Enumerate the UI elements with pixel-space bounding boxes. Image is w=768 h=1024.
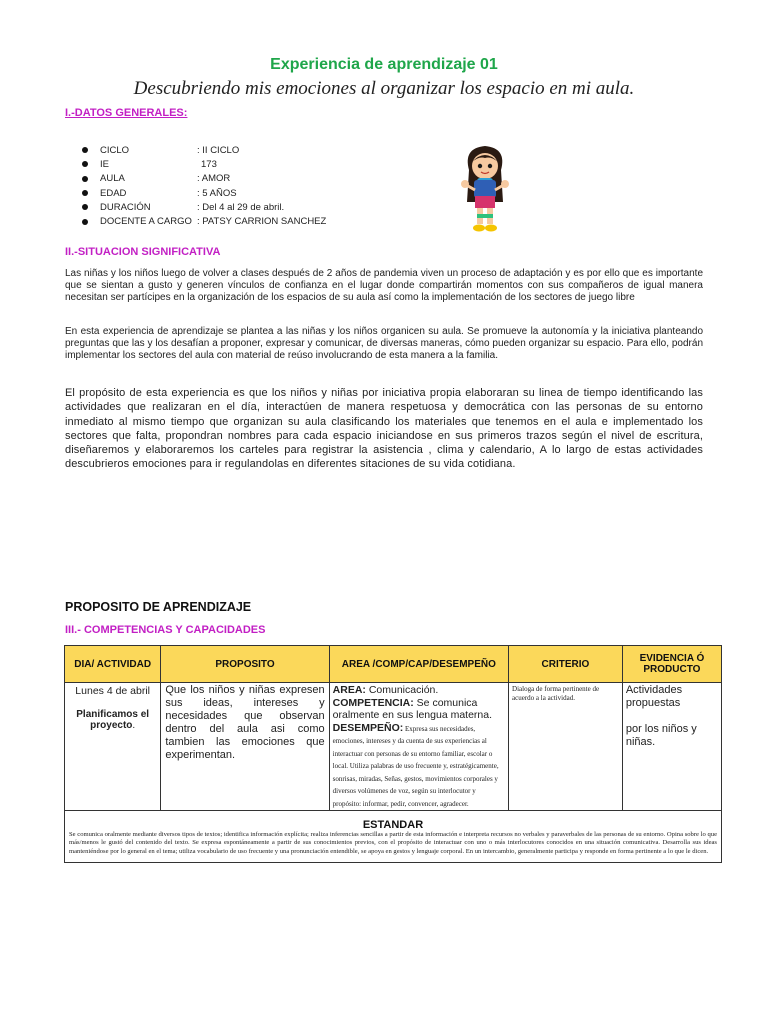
cell-dia xyxy=(65,683,161,811)
desempeno-label: DESEMPEÑO: xyxy=(332,721,404,734)
datos-value: : 5 AÑOS xyxy=(197,187,237,199)
paragraph-situacion-2: En esta experiencia de aprendizaje se plantea a las niñas y los niños organicen su aula. Se promueve la autonomía y la iniciativa planteando preguntas que las y los desafían a proponer, expresar y comunicar, de diversas maneras, cómo pueden organizar su espacio. Para ello, podrán implementar los sectores del aula con material de reúso involucrando de esta manera a la familia. xyxy=(65,326,703,362)
desempeno-value: Expresa sus necesidades, emociones, intereses y da cuenta de sus experiencias al interactuar con personas de su entorno familiar, escolar o local. Utiliza palabras de uso frecuente y, estratégicamente, sonrisas, miradas, Señas, gestos, movimientos corporales y diversos volúmenes de voz, según su interlocutor y propósito: informar, pedir, convencer, agradecer. xyxy=(332,724,499,808)
list-item xyxy=(82,200,326,214)
list-item xyxy=(82,186,326,200)
area-value: Comunicación. xyxy=(365,684,439,696)
dia-actividad: Planificamos el proyecto. xyxy=(76,709,150,731)
cell-criterio: Dialoga de forma pertinente de acuerdo a la actividad. xyxy=(509,683,623,811)
datos-label: DURACIÓN xyxy=(100,201,151,213)
paragraph-situacion-1: Las niñas y los niños luego de volver a clases después de 2 años de pandemia viven un proceso de adaptación y es por ello que es importante que se sientan a gusto y generen vínculos de confianza en el lugar donde compartirán momentos con sus compañeros de igual manera necesitan ser partícipes en la organización de los espacios de su aula así como la implementación de los sectores de juego libre xyxy=(65,268,703,304)
area-label: AREA: xyxy=(332,684,366,696)
list-item xyxy=(82,157,326,171)
document-subtitle: Descubriendo mis emociones al organizar los espacio en mi aula. xyxy=(133,78,635,99)
header-proposito: PROPOSITO xyxy=(161,646,329,683)
table-header-row xyxy=(65,646,722,683)
header-evidencia: EVIDENCIA Ó PRODUCTO xyxy=(622,646,721,683)
header-dia: DIA/ ACTIVIDAD xyxy=(65,646,161,683)
bullet-icon xyxy=(82,147,88,153)
cell-area xyxy=(329,683,508,811)
document-title: Experiencia de aprendizaje 01 xyxy=(270,56,498,73)
competencias-table xyxy=(64,645,722,863)
datos-label: IE xyxy=(100,158,109,170)
evidencia-line-2: por los niños y niñas. xyxy=(625,723,697,748)
cell-evidencia xyxy=(622,683,721,811)
datos-label: EDAD xyxy=(100,187,127,199)
section-heading-competencias: III.- COMPETENCIAS Y CAPACIDADES xyxy=(65,624,266,636)
estandar-row xyxy=(65,811,722,863)
table-row xyxy=(65,683,722,811)
datos-value: : AMOR xyxy=(197,173,231,185)
list-item xyxy=(82,143,326,157)
cell-proposito: Que los niños y niñas expresen sus ideas, intereses y necesidades que observan dentro del aula asi como tambien las emociones que experimentan. xyxy=(161,683,329,811)
header-area: AREA /COMP/CAP/DESEMPEÑO xyxy=(329,646,508,683)
datos-value: : PATSY CARRION SANCHEZ xyxy=(197,216,327,228)
bullet-icon xyxy=(82,190,88,196)
section-heading-datos: I.-DATOS GENERALES: xyxy=(65,107,188,119)
bullet-icon xyxy=(82,161,88,167)
datos-value: : Del 4 al 29 de abril. xyxy=(197,201,285,213)
competencia-label: COMPETENCIA: xyxy=(332,696,414,709)
datos-value: 173 xyxy=(201,158,217,170)
datos-list xyxy=(82,143,326,229)
dia-date: Lunes 4 de abril xyxy=(75,685,151,697)
datos-value: : II CICLO xyxy=(197,144,240,156)
bullet-icon xyxy=(82,204,88,210)
girl-illustration-icon xyxy=(455,140,515,236)
datos-label: DOCENTE A CARGO xyxy=(100,216,192,228)
competencia-value: Se comunica oralmente en sus lengua materna. xyxy=(332,696,493,721)
proposito-heading: PROPOSITO DE APRENDIZAJE xyxy=(65,600,252,614)
datos-label: CICLO xyxy=(100,144,130,156)
list-item xyxy=(82,214,326,228)
datos-label: AULA xyxy=(100,173,125,185)
estandar-text: Se comunica oralmente mediante diversos tipos de textos; identifica información explícita; realiza inferencias sencillas a partir de esta información e interpreta recursos no verbales y paraverbales de las personas de su entorno. Opina sobre lo que más/menos le gustó del contenido del texto. Se expresa espontáneamente a partir de sus conocimientos previos, con el propósito de interactuar con uno o más interlocutores conocidos en una situación comunicativa. Desarrolla sus ideas manteniéndose por lo general en el tema; utiliza vocabulario de uso frecuente y una pronunciación entendible, se apoya en gestos y lenguaje corporal. En un intercambio, generalmente participa y responde en forma pertinente a lo que le dicen. xyxy=(69,831,717,855)
header-criterio: CRITERIO xyxy=(509,646,623,683)
bullet-icon xyxy=(82,176,88,182)
evidencia-line-1: Actividades propuestas xyxy=(625,684,683,709)
estandar-title: ESTANDAR xyxy=(362,819,424,831)
section-heading-situacion: II.-SITUACION SIGNIFICATIVA xyxy=(65,246,221,258)
bullet-icon xyxy=(82,219,88,225)
cell-estandar xyxy=(65,811,722,863)
list-item xyxy=(82,172,326,186)
paragraph-situacion-3: El propósito de esta experiencia es que los niños y niñas por iniciativa propia elaboraran su linea de tiempo identificando las actividades que realizaran en el día, interactúen de manera respetuosa y democrática con las personas de su entorno inmediato al mismo tiempo que organizan su aula clasificando los materiales que tenemos en el aula e implementado los sectores que falta, propondran nombres para cada espacio iniciandose en sus primeros trazos según el nivel de escritura, diseñaremos y elaboraremos los carteles para registrar la asistencia , clima y calendario, A lo largo de estas actividades descubrieros emociones para ir regulandolas en diferentes sitaciones de su vida cotidiana. xyxy=(65,387,703,471)
